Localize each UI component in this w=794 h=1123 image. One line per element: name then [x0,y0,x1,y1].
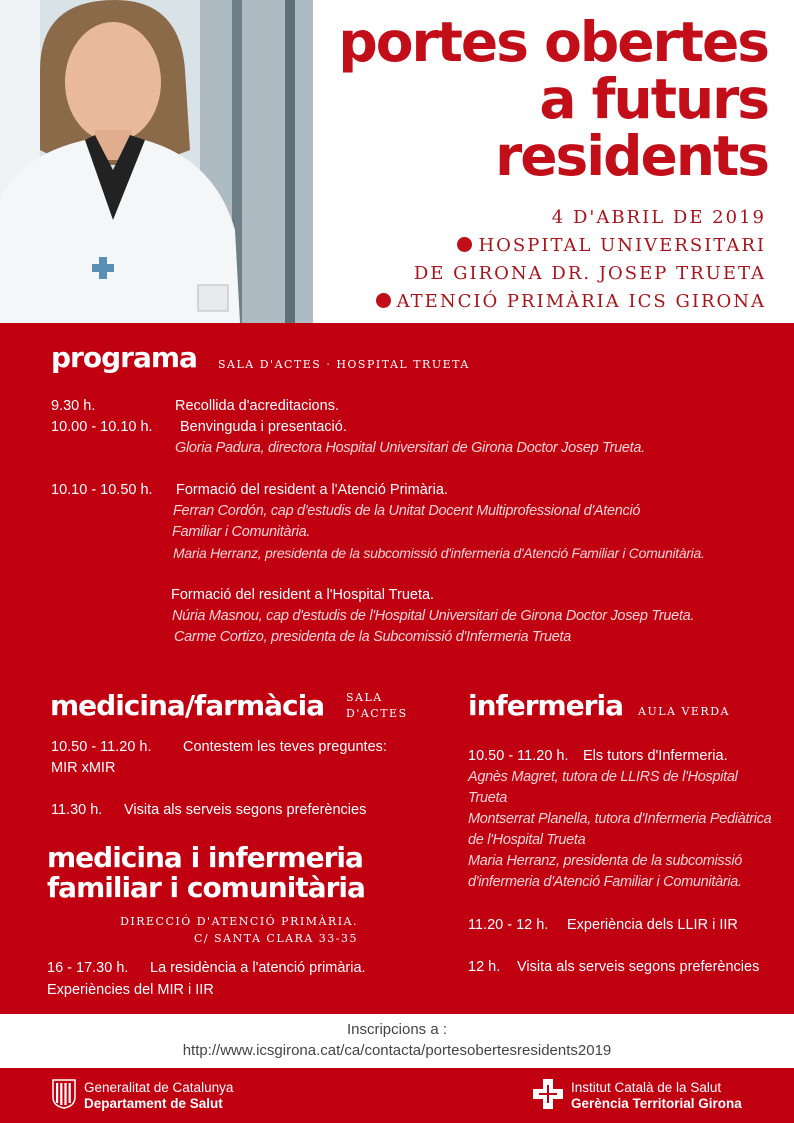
location-line: D'ACTES [346,707,408,720]
programa-heading: programa [51,341,197,374]
program-time: 10.00 - 10.10 h. [51,419,153,435]
medicina-heading: medicina/farmàcia [50,689,325,722]
program-item: Recollida d'acreditacions. [175,398,339,414]
nurse-photo [0,0,313,323]
program-item: La residència a l'atenció primària. [150,960,366,976]
program-item: Visita als serveis segons preferències [517,959,760,975]
speaker: Familiar i Comunitària. [172,524,311,540]
speaker: Trueta [468,790,508,806]
footer-right-line-1: Institut Català de la Salut [571,1080,722,1095]
program-item: MIR xMIR [51,760,116,776]
title-line-3: residents [495,124,768,188]
medicina-location [346,690,408,722]
program-item: Contestem les teves preguntes: [183,739,387,755]
mfyc-heading [47,843,365,903]
program-item: Formació del resident a l'Atenció Primària. [176,482,448,498]
venue-2 [376,288,766,316]
speaker: Maria Herranz, presidenta de la subcomissió [468,853,743,869]
infermeria-heading: infermeria [468,689,623,722]
footer-right-line-2: Gerència Territorial Girona [571,1096,742,1111]
programa-location: SALA D'ACTES · HOSPITAL TRUETA [218,358,470,371]
footer-left-line-1: Generalitat de Catalunya [84,1080,234,1095]
mfyc-location [120,913,358,947]
bullet-dot-icon [376,293,391,308]
mfyc-heading-line: medicina i infermeria [47,841,363,874]
event-info [376,204,766,316]
program-item: Visita als serveis segons preferències [124,802,367,818]
venue-1-line-2: DE GIRONA DR. JOSEP TRUETA [413,263,766,284]
program-time: 10.10 - 10.50 h. [51,482,153,498]
bullet-dot-icon [457,237,472,252]
speaker: Ferran Cordón, cap d'estudis de la Unitat Docent Multiprofessional d'Atenció [173,503,641,519]
generalitat-logo-icon [52,1079,76,1109]
program-item: Els tutors d'Infermeria. [583,748,728,764]
program-item: Formació del resident a l'Hospital Trueta. [171,587,435,603]
program-time: 9.30 h. [51,398,96,414]
speaker: Montserrat Planella, tutora d'Infermeria Pediàtrica [468,811,772,827]
program-time: 11.30 h. [51,802,103,818]
program-time: 10.50 - 11.20 h. [51,739,152,755]
program-time: 16 - 17.30 h. [47,960,129,976]
speaker: Agnès Magret, tutora de LLIRS de l'Hospital [468,769,738,785]
location-line: SALA [346,691,383,704]
title-line-1: portes obertes [338,10,768,74]
location-line: C/ SANTA CLARA 33-35 [194,932,358,945]
program-time: 12 h. [468,959,501,975]
speaker: Maria Herranz, presidenta de la subcomissió d'infermeria d'Atenció Familiar i Comunitària. [173,545,705,561]
venue-1-line-1: HOSPITAL UNIVERSITARI [478,235,766,256]
event-date: 4 D'ABRIL DE 2019 [551,207,766,228]
speaker: Núria Masnou, cap d'estudis de l'Hospital Universitari de Girona Doctor Josep Trueta. [172,608,695,624]
program-time: 10.50 - 11.20 h. [468,748,569,764]
venue-1 [376,232,766,260]
program-section [0,323,794,1014]
mfyc-heading-line: familiar i comunitària [47,871,365,904]
title-line-2: a futurs [539,67,768,131]
speaker: Gloria Padura, directora Hospital Universitari de Girona Doctor Josep Trueta. [175,440,645,456]
program-item: Experiència dels LLIR i IIR [567,917,738,933]
inscriptions-link[interactable]: http://www.icsgirona.cat/ca/contacta/portesobertesresidents2019 [182,1042,612,1059]
location-line: DIRECCIÓ D'ATENCIÓ PRIMÀRIA. [120,915,358,928]
program-time: 11.20 - 12 h. [468,917,549,933]
program-item: Experiències del MIR i IIR [47,982,214,998]
venue-2-label: ATENCIÓ PRIMÀRIA ICS GIRONA [396,291,766,312]
event-title [338,10,768,188]
speaker: d'infermeria d'Atenció Familiar i Comunitària. [468,874,742,890]
speaker: de l'Hospital Trueta [468,832,586,848]
infermeria-location: AULA VERDA [638,705,730,718]
footer [0,1068,794,1123]
program-item: Benvinguda i presentació. [180,419,347,435]
inscriptions-label: Inscripcions a : [346,1021,448,1038]
ics-cross-logo-icon [533,1079,563,1109]
inscriptions [0,1014,794,1068]
speaker: Carme Cortizo, presidenta de la Subcomissió d'Infermeria Trueta [174,629,572,645]
footer-left-line-2: Departament de Salut [84,1096,223,1111]
